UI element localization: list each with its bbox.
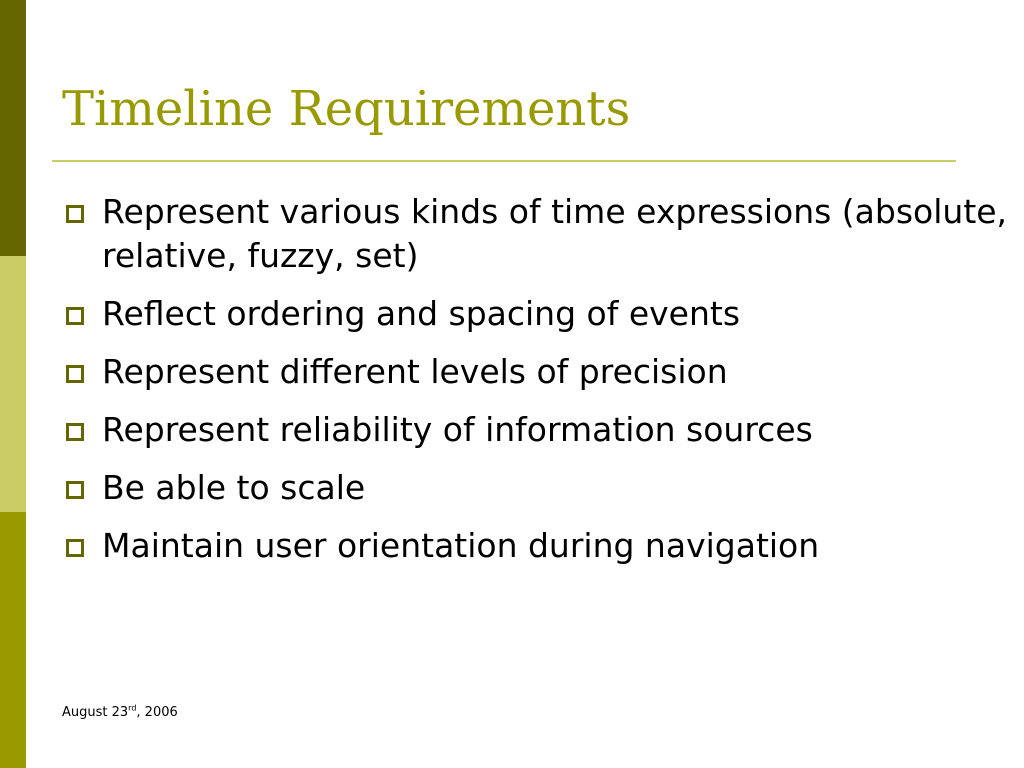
- footer-date-ordinal: rd: [128, 703, 137, 713]
- bullet-item: [64, 524, 1014, 568]
- bullet-list: [64, 190, 1014, 582]
- footer-date-prefix: August 23: [62, 705, 129, 720]
- bullet-text: Maintain user orientation during navigation: [102, 526, 820, 565]
- bullet-text: Be able to scale: [102, 468, 366, 507]
- square-bullet-icon: [66, 365, 84, 383]
- footer-date-rest: , 2006: [136, 705, 178, 720]
- bullet-text: Represent various kinds of time expressions (absolute, relative, fuzzy, set): [102, 192, 1008, 275]
- bullet-item: [64, 350, 1014, 394]
- bullet-text: Represent different levels of precision: [102, 352, 728, 391]
- footer-date: [62, 705, 178, 720]
- square-bullet-icon: [66, 539, 84, 557]
- bullet-text: Represent reliability of information sources: [102, 410, 813, 449]
- square-bullet-icon: [66, 205, 84, 223]
- bullet-item: [64, 466, 1014, 510]
- sidebar-band-bottom: [0, 512, 26, 768]
- title-underline: [52, 160, 956, 162]
- bullet-item: [64, 408, 1014, 452]
- sidebar-band-top: [0, 0, 26, 256]
- square-bullet-icon: [66, 481, 84, 499]
- bullet-item: [64, 292, 1014, 336]
- slide-title: Timeline Requirements: [62, 81, 631, 137]
- square-bullet-icon: [66, 307, 84, 325]
- bullet-item: [64, 190, 1014, 278]
- sidebar-band-middle: [0, 256, 26, 512]
- bullet-text: Reflect ordering and spacing of events: [102, 294, 741, 333]
- square-bullet-icon: [66, 423, 84, 441]
